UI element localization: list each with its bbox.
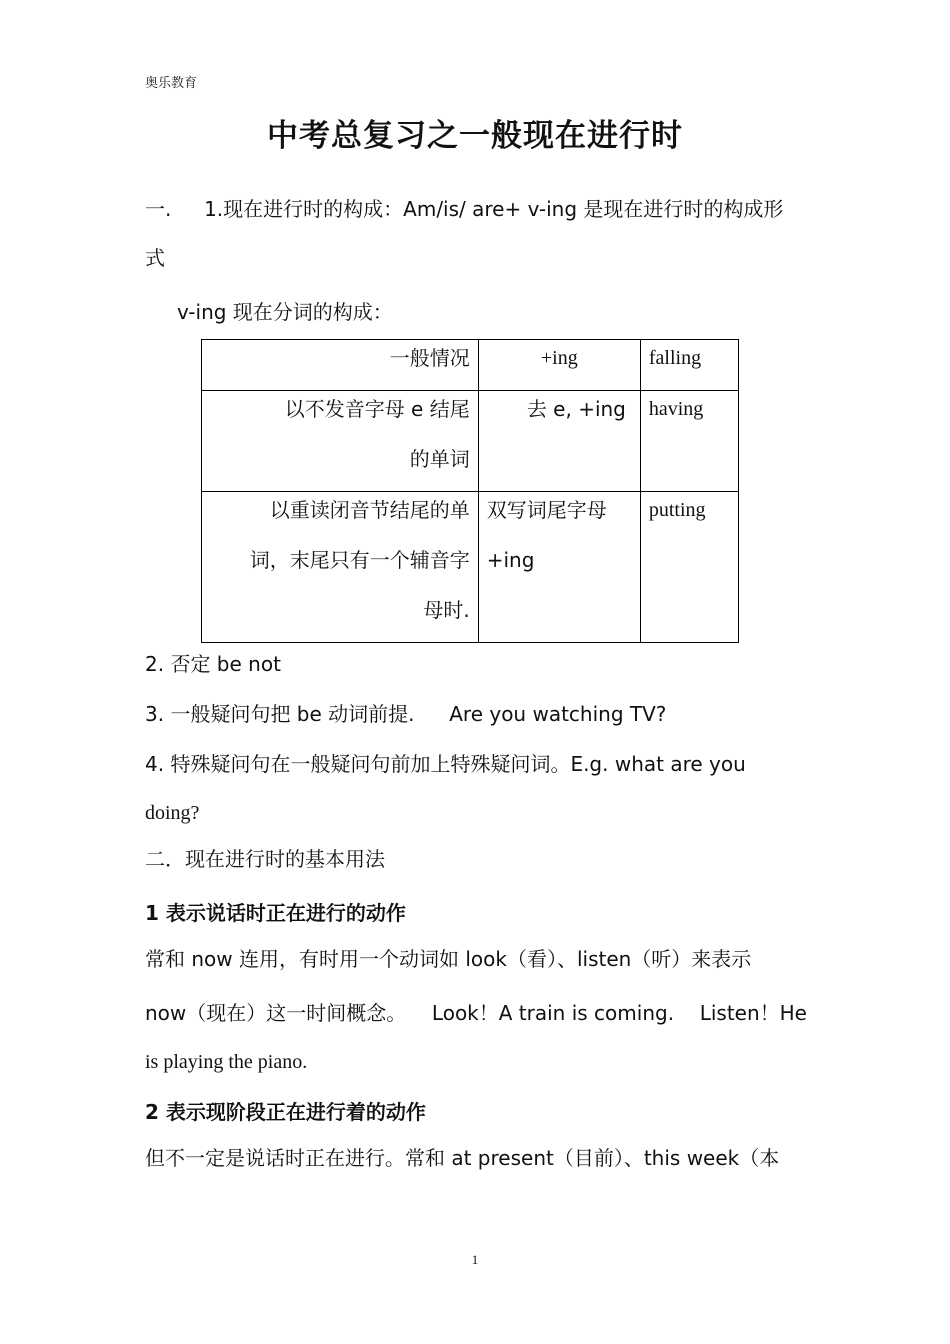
table-cell-case: 以重读闭音节结尾的单 词，末尾只有一个辅音字 母时. xyxy=(202,492,479,643)
point-wh-question-end: doing? xyxy=(145,802,200,824)
ving-rules-table xyxy=(201,339,739,643)
usage1-line3: is playing the piano. xyxy=(145,1051,308,1073)
usage2-heading: 2 表示现阶段正在进行着的动作 xyxy=(145,1100,426,1124)
table-cell-example: falling xyxy=(640,340,738,391)
table-cell-case: 以不发音字母 e 结尾 的单词 xyxy=(202,391,479,492)
section2-heading: 二．现在进行时的基本用法 xyxy=(145,847,385,871)
table-cell-case: 一般情况 xyxy=(202,340,479,391)
page-title: 中考总复习之一般现在进行时 xyxy=(267,118,683,154)
point-negative: 2. 否定 be not xyxy=(145,652,281,676)
point-question: 3. 一般疑问句把 be 动词前提. Are you watching TV? xyxy=(145,702,667,726)
table-row xyxy=(202,391,739,492)
section1-line1-end: 式 xyxy=(145,246,165,270)
header-org: 奥乐教育 xyxy=(145,76,198,91)
section1-number: 一. xyxy=(145,197,172,221)
table-cell-rule: 双写词尾字母 +ing xyxy=(478,492,640,643)
table-cell-example: putting xyxy=(640,492,738,643)
point-wh-question: 4. 特殊疑问句在一般疑问句前加上特殊疑问词。E.g. what are you xyxy=(145,752,746,776)
table-cell-example: having xyxy=(640,391,738,492)
table-cell-rule: 去 e, +ing xyxy=(478,391,640,492)
table-cell-rule: +ing xyxy=(478,340,640,391)
usage1-heading: 1 表示说话时正在进行的动作 xyxy=(145,901,406,925)
section1-line1 xyxy=(145,195,807,223)
table-row xyxy=(202,340,739,391)
page-number: 1 xyxy=(471,1252,479,1267)
usage2-line1: 但不一定是说话时正在进行。常和 at present（目前）、this week（本 xyxy=(145,1146,780,1170)
usage1-line1: 常和 now 连用，有时用一个动词如 look（看）、listen（听）来表示 xyxy=(145,947,752,971)
ving-intro: v-ing 现在分词的构成： xyxy=(177,300,393,324)
usage1-line2: now（现在）这一时间概念。 Look！A train is coming. Listen！He xyxy=(145,1001,807,1025)
table-row xyxy=(202,492,739,643)
section1-structure: 1.现在进行时的构成：Am/is/ are+ v-ing 是现在进行时的构成形 xyxy=(204,197,784,221)
